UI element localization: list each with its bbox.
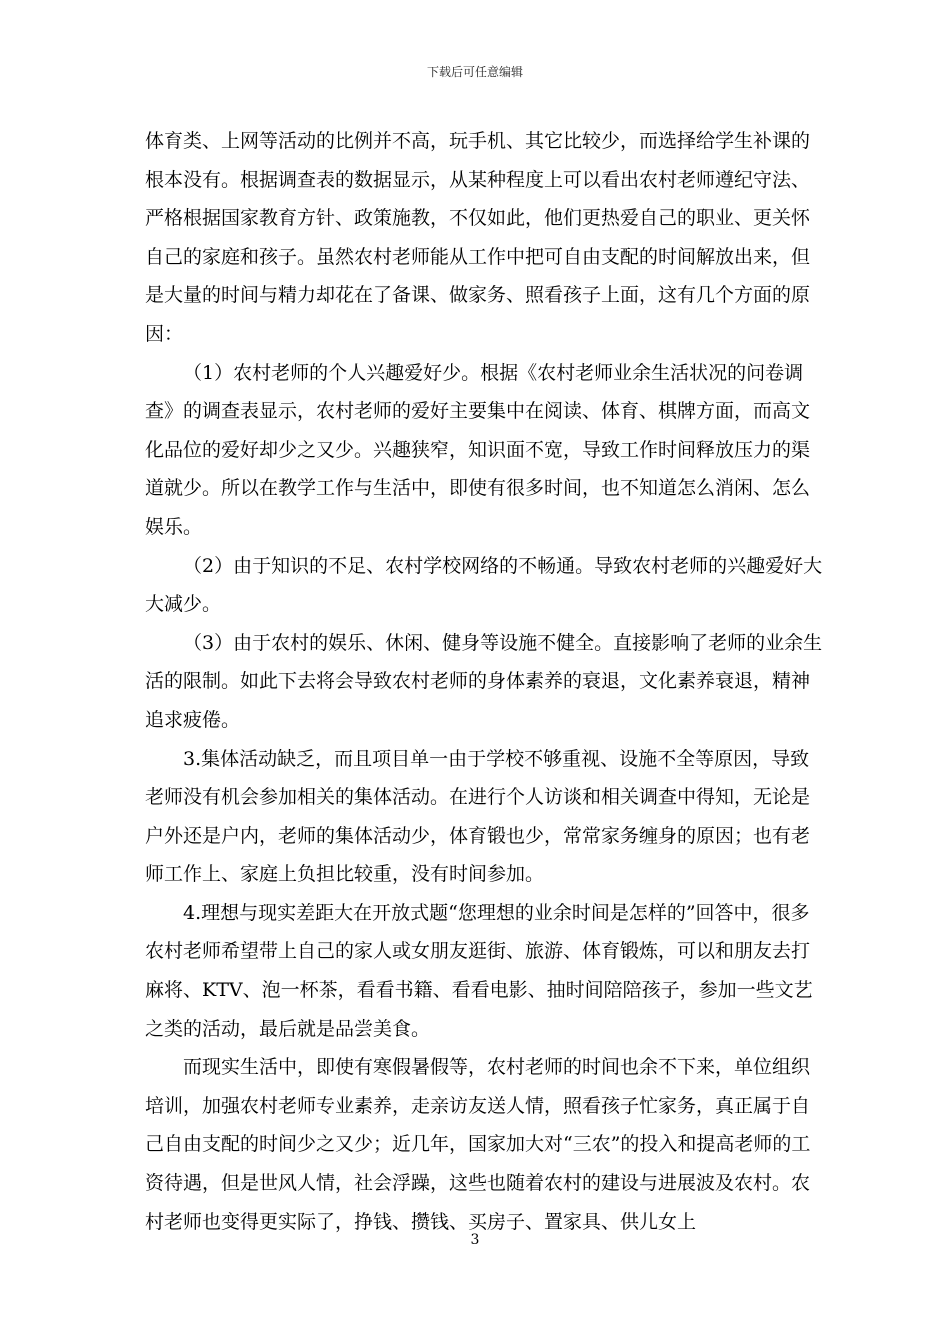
paragraph-7: 而现实生活中，即使有寒假暑假等，农村老师的时间也余不下来，单位组织培训，加强农村老师专业素养，走亲访友送人情，照看孩子忙家务，真正属于自己自由支配的时间少之又少；近几年，国家加大对“三农”的投入和提高老师的工资待遇，但是世风人情，社会浮躁，这些也随着农村的建设与进展波及农村。农村老师也变得更实际了，挣钱、攒钱、买房子、置家具、供儿女上 (145, 1056, 811, 1233)
page-number: 3 (470, 1232, 480, 1248)
paragraph-1: 体育类、上网等活动的比例并不高，玩手机、其它比较少，而选择给学生补课的根本没有。根据调查表的数据显示，从某种程度上可以看出农村老师遵纪守法、严格根据国家教育方针、政策施教，不仅如此，他们更热爱自己的职业、更关怀自己的家庭和孩子。虽然农村老师能从工作中把可自由支配的时间解放出来，但是大量的时间与精力却花在了备课、做家务、照看孩子上面，这有几个方面的原因： (145, 130, 811, 345)
paragraph-6: 4.理想与现实差距大在开放式题“您理想的业余时间是怎样的”回答中，很多农村老师希望带上自己的家人或女朋友逛街、旅游、体育锻炼，可以和朋友去打麻将、KTV、泡一杯茶，看看书籍、看看电影、抽时间陪陪孩子，参加一些文艺之类的活动，最后就是品尝美食。 (145, 901, 813, 1040)
document-body (145, 122, 823, 1241)
paragraph-5: 3.集体活动缺乏，而且项目单一由于学校不够重视、设施不全等原因，导致老师没有机会参加相关的集体活动。在进行个人访谈和相关调查中得知，无论是户外还是户内，老师的集体活动少，体育锻也少，常常家务缠身的原因；也有老师工作上、家庭上负担比较重，没有时间参加。 (145, 747, 811, 886)
paragraph-4: （3）由于农村的娱乐、休闲、健身等设施不健全。直接影响了老师的业余生活的限制。如此下去将会导致农村老师的身体素养的衰退，文化素养衰退，精神追求疲倦。 (145, 631, 823, 731)
page-header: 下载后可任意编辑 (426, 65, 523, 79)
paragraph-3: （2）由于知识的不足、农村学校网络的不畅通。导致农村老师的兴趣爱好大大减少。 (145, 554, 823, 616)
paragraph-2: （1）农村老师的个人兴趣爱好少。根据《农村老师业余生活状况的问卷调查》的调查表显示，农村老师的爱好主要集中在阅读、体育、棋牌方面，而高文化品位的爱好却少之又少。兴趣狭窄，知识面不宽，导致工作时间释放压力的渠道就少。所以在教学工作与生活中，即使有很多时间，也不知道怎么消闲、怎么娱乐。 (145, 361, 811, 538)
